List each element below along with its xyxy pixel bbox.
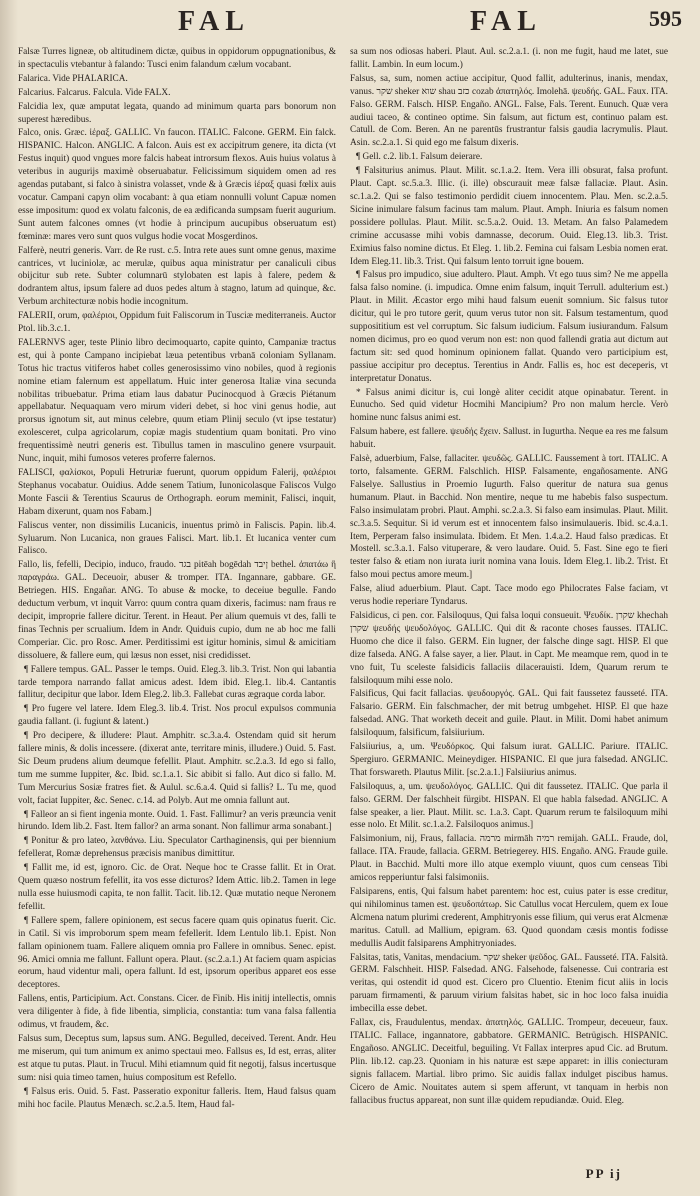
dictionary-entry: FALERII, orum, φαλέριοι, Oppidum fuit Faliscorum in Tusciæ mediterraneis. Auctor Ptol. lib.3.c.1. xyxy=(18,311,336,335)
dictionary-entry: ¶ Falsus pro impudico, siue adultero. Plaut. Amph. Vt ego tuus sim? Ne me appella falsa falso nomine. (i. impudica. Omne enim falsum, inquit Terrull. adulterium est.) Plaut. in Milit. Æcastor ergo mihi haud falsum euenit somnium. Sic falsus tutor dicitur, qui le pro tutore gerit, quum verus tutor non sit. Falsum testamentum, quod supposititium est vel corruptum. Sic falsum iudicium. Falsum iusiurandum. Falsum nomen dicimus, pro eo quod verum non est: non quod fallendi gratia aut dictum aut factum sit: sed quod hominum opinionem fallat. Quando vero participium est, passiue accipitur pro deceptus. Terentius in Andr. Fallis es, hoc est deceperis, vt interpretatur Donatus. xyxy=(350,270,668,384)
dictionary-entry: Falsiloquus, a, um. ψευδολόγος. GALLIC. Qui dit faussetez. ITALIC. Que parla il falso. GERM. Der falschheit fürgibt. HISPAN. El que habla falsedad. ANGLIC. A false speaker, a lier. Plaut. Milit. sc. 1.a.3. Capt. Quarum rerum te falsiloquum mihi esse nolo. Et Milit. sc.1.a.2. Falsiloquos animus.] xyxy=(350,781,668,831)
dictionary-entry: Falsiparens, entis, Qui falsum habet parentem: hoc est, cuius pater is esse creditur, qui nihilominus tamen est. ψευδοπάτωρ. Sic Catullus vocat Herculem, quem ex Ioue Alcmena natum plurimi crederent, Amphitryonis esse filium, qui verus erat Alcmenæ maritus. Catull. ad Mallium, epigram. 63. Quod quondam cæsis montis fodisse medullis Audit falsiparens Amphitryoniades. xyxy=(350,887,668,949)
dictionary-entry: Falsidicus, ci pen. cor. Falsiloquus, Qui falsa loqui consueuit. Ψευδίκ. שקרן khechah שקרן ψευδής ψευδολόγος. GALLIC. Qui dit & raconte choses fausses. ITALIC. Huomo che dice il falso. GERM. Ein lugner, der falsche dinge sagt. HISP. El que dize falseda. ANG. A false sayer, a lier. Plaut. in Capt. Me meamque rem, quod in te vno fuit, Tu sceleste falsidicis fallaciis dilacerauisti. Idem, Quarum rerum te falsiloquum mihi esse nolo. xyxy=(350,610,668,686)
signature-mark: PP ij xyxy=(585,1166,622,1181)
page-number: 595 xyxy=(649,6,682,31)
left-column xyxy=(18,46,336,1156)
dictionary-entry: Falco, onis. Græc. ἱέραξ. GALLIC. Vn faucon. ITALIC. Falcone. GERM. Ein falck. HISPANIC. Halcon. ANGLIC. A falcon. Auis est ex accipitrum genere, ita dicta (vt Festus inquit) quod vngues more falcis habeat introrsum flexos. Auis huius volatus à veteribus in augurijs maximè obseruabatur. Felicissimum siquidem omen ad res agendas putabant, si falco à sinistra volasset, vnde & à Græcis ἱέραξ quasi fœlix auis vocatur. Campani capyn olim vocabant: à qua etiam nonnulli volunt Capuæ nomen esse impositum: quod ex volatu falconis, de ea ædificanda sumpsam fuerit augurium. Sunt autem falcones omnes (vt hodie à principum aucupibus obseruatum est) fœminæ: mares vero sunt quos vulgus hodie vocat Mosgerdinos. xyxy=(18,128,336,242)
dictionary-entry: sa sum nos odiosas haberi. Plaut. Aul. sc.2.a.1. (i. non me fugit, haud me latet, sue fallit. Lambin. In eum locum.) xyxy=(350,47,668,70)
dictionary-entry: Falsè, aduerbium, False, fallaciter. ψευδῶς. GALLIC. Faussement à tort. ITALIC. A torto, falsamente. GERM. Falschlich. HISP. Falsamente, engañosamente. ANG Falselye. Sallustius in Proemio Iugurth. Falso queritur de natura sua genus humanum. Plaut. in Bacchid. Non mentire, neque tu me habebis falso suspectum. Falso insimulatam probri. Plaut. Amphi. sc.2.a.3. Si falso eam insimulas. Plaut. Milit. sc.3.a.5. Sequitur. Si id verum est et innocentem falso insimulaueris. Ibid. sc.4.a.1. Item, Perperam falso insimulata. Ibidem. Et Men. 1.4.a.2. Haud falso prædicas. Et Mostell. sc.3.a.1. Falso vituperare, & vero laudare. Ouid. 5. Fast. Sine ego te fieri tester falso & etiam non iurata iurit nomina vana Iouis. Idem Eleg.1. lib.2. Trist. Et falso moui pectus amore meum.] xyxy=(350,454,668,581)
dictionary-entry: ¶ Falleor an si fient ingenia monte. Ouid. 1. Fast. Fallimur? an veris præuncia venit hirundo. Idem lib.2. Fast. Item fallor? an arma sonant. Non fallimur arma sonabant.] xyxy=(18,809,336,833)
dictionary-entry: False, aliud aduerbium. Plaut. Capt. Tace modo ego Philocrates False faciam, vt verus hodie reperiare Tyndarus. xyxy=(350,584,668,608)
dictionary-entry: Falsus, sa, sum, nomen actiue accipitur, Quod fallit, adulterinus, inanis, mendax, vanus. שקר sheker שוא shau כזב cozab ἀπατηλός. Imolehā. ψευδής. GAL. Faux. ITA. Falso. GERM. Falsch. HISP. Engaño. ANGL. False, Fals. Terent. Eunuch. Quæ vera audiui taceo, & contineo optime. Sin falsum, aut fictum est, continuo palam est. Catull. de Com. Beren. An ne parentūs frustrantur falsis gaudia lacrymulis. Plaut. Asin. sc.2.a.1. Si quid ego me falsum dixeris. xyxy=(350,73,668,149)
dictionary-entry: ¶ Pro fugere vel latere. Idem Eleg.3. lib.4. Trist. Nos procul expulsos communia gaudia fallant. (i. fugiunt & latent.) xyxy=(18,704,336,728)
dictionary-entry: Falsus sum, Deceptus sum, lapsus sum. ANG. Begulled, deceived. Terent. Andr. Heu me miserum, qui tum animum ex animo spectaui meo. Fallsus es, Id est, erras, aliter est atque tu putas. Plaut. in Trucul. Mihi etiamnum quid fit negotij, falsus incertusque sum: nisi quia timeo tamen, huius compositum est Refello. xyxy=(18,1033,336,1083)
dictionary-entry: Fallax, cis, Fraudulentus, mendax. ἀπατηλός. GALLIC. Trompeur, deceueur, faux. ITALIC. Fallace, ingannatore, gabbatore. GERMANIC. Betrügisch. HISPANIC. Engañoso. ANGLIC. Deceitful, beguiling. Vt Fallax interpres apud Cic. ad Brutum. Plin. lib.12. cap.23. Quoniam in his naturæ est sæpe apparet: in illis coniecturam signis fallacem. Martial. libro primo. Sic auidis fallax indulget piscibus hamus. Cicero de Amic. Nouitates autem si spem afferunt, vt tanquam in herbis non fallacibus fructus appareat, non sunt illæ quidem repudiandæ. Ouid. Eleg. xyxy=(350,1018,668,1106)
dictionary-entry: Falarica. Vide PHALARICA. xyxy=(18,73,128,84)
right-column xyxy=(350,46,668,1156)
dictionary-entry: * Falsus animi dicitur is, cui longè aliter cecidit atque opinabatur. Terent. in Eunucho. Sed quid videtur Hocmihi Mancipium? Pro non malum hercle. Verò homine nunc falsus animi est. xyxy=(350,387,668,424)
dictionary-entry: Falsiiurius, a, um. Ψευδόρκος. Qui falsum iurat. GALLIC. Pariure. ITALIC. Spergiuro. GERMANIC. Meineydiger. HISPANIC. El que jura falsedad. ANGLIC. That forswareth. Plautus Milit. [sc.2.a.1.] Falsiiurius animus. xyxy=(350,742,668,778)
dictionary-entry: FALISCI, φαλίσκοι, Populi Hetruriæ fuerunt, quorum oppidum Falerij, φαλέριοι Stephanus vocabatur. Ouidius. Adde senem Tatium, Iunonicolasque Faliscos Vulgo Monte Fascii & Terentius Scaurus de Orthograph. eorum meminit, Falisci, inquit, Habam dixerunt, quam nos Fabam.] xyxy=(18,468,336,517)
dictionary-entry: Falcidia lex, quæ amputat legata, quando ad minimum quarta pars bonorum non superest hæredibus. xyxy=(18,101,336,125)
dictionary-entry: Fallo, lis, fefelli, Decipio, induco, fraudo. בגד pitēah bogēdah ןיבד bethel. ἀπατάω ἢ παραγράω. GAL. Deceuoir, abuser & tromper. ITA. Ingannare, gabbare. GE. Betriegen. HIS. Engañar. ANG. To abuse & mocke, to deceiue begulle. Fando deductum verbum, vt inquit Varro: quum contra quam dixeris, facimus: nam fraus re decipit, improprie fallere dicitur. Terent. in Heaut. Per alium quemuis vt des, falli te finas Technis per scrualium. Idem in Andr. Quiduis cupio, dum ne ab hoc me falli Comperiar. Cic. pro Rosc. Amer. Perditissimi est igitur hominis, simul & amicitiam dissoluere, & fallere eum, qui læsus non esset, nisi credidisset. xyxy=(18,560,336,661)
dictionary-entry: ¶ Fallere spem, fallere opinionem, est secus facere quam quis opinatus fuerit. Cic. in Catil. Si vis improborum spem meam fefellerit. Idem Lentulo lib.1. Epist. Non fallam opinionem tuam. Fallere aliquem omnia pro Fallere in omnibus. Senec. epist. 96. Amici omnia me fallunt. Fallunt opera. Plaut. (sc.2.a.1.) At faciem quam aspicias eorum, haud videntur mali, opera fallunt. Id est, ipsorum operibus apparet eos esse deceptores. xyxy=(18,915,336,991)
dictionary-entry: ¶ Fallere tempus. GAL. Passer le temps. Ouid. Eleg.3. lib.3. Trist. Non qui labantia tarde tempora narrando fallat amicus adest. Idem ibid. Eleg.1. lib.4. Cantantis fallitur, decipitur que labor. Idem Eleg.2. lib.3. Fallebat curas ægraque corda labor. xyxy=(18,664,336,701)
dictionary-entry: ¶ Falsus eris. Ouid. 5. Fast. Passeratio exponitur falleris. Item, Haud falsus quam mihi hoc facile. Plautus Menæch. sc.2.a.5. Item, Haud fal- xyxy=(18,1086,336,1110)
dictionary-entry: Falsificus, Qui facit fallacias. ψευδουργός. GAL. Qui fait faussetez fausseté. ITA. Falsario. GERM. Ein falschmacher, der mit betrug umbgehet. HISP. El que haze falsedad. ANG. That worketh deceit and guile. Plaut. in Milit. Domi habet animum falsiloquum, falsificum, falsiiurium. xyxy=(350,689,668,739)
dictionary-entry: ¶ Falsiturius animus. Plaut. Milit. sc.1.a.2. Item. Vera illi obsurat, falsa profunt. Plaut. Capt. sc.5.a.3. Illic. (i. ille) obscurauit meæ falsæ fallaciæ. Plaut. Asin. sc.1.a.2. Qui se falso testimonio perdidit ciuem innocentem. Plau. Men. sc.2.a.5. Sicine inimulare falsum facinus tam malum. Plaut. Amph. Iniuria es falsum nomen possidere pollulas. Plaut. Milit. sc.5.a.2. Ouid. 13. Metam. An falso Palamedem crimine accusasse mihi vobis damnasse, decorum. Ouid. Eleg.13. lib.3. Trist. Eximius falso nomine dictus. Et Eleg. 1. lib.2. Femina cui falsam Lesbia nomen erat. Idem Eleg.11. lib.3. Trist. Qui falsum lento torruit igne bouem. xyxy=(350,166,668,267)
dictionary-entry: Fallens, entis, Participium. Act. Constans. Cicer. de Finib. His initij intellectis, omnis vera diligenter à fide, à fide libentia, simplicia, constantia: tum vana falsa fallentia odimus, vt fraudem, &c. xyxy=(18,994,336,1031)
gutter-shadow xyxy=(0,0,18,1196)
dictionary-entry: FALERNVS ager, teste Plinio libro decimoquarto, capite quinto, Campaniæ tractus est, qui à ponte Campano incipiebat læua petentibus vrbanā coloniam Syllanam. Totus hic tractus vitiferos habet colles generosissimo vino nobiles, quod à regionis nomine etiam falernum est appellatum. Huic inter generosa Italiæ vina secunda nobilitas tribuebatur. Prima etiam laus dabatur Pucinocquod à Græcis Piétanum appellabatur. Nequaquam vero mirum videri debet, si hoc vini genus hodie, aut prorsus ignotum sit, aut minus celebre, quum etiam Plinij seculo (vt ipse testatur) exolesceret, culpa agricolarum, copiæ magis studentium quam bonitati. Pro vino frequentissimè neutri generis est. Tibullus tamen in masculino genere vsurpauit. Nunc, inquit, mihi fumosos veteres proferre falernos. xyxy=(18,337,336,465)
dictionary-entry: Faliscus venter, non dissimilis Lucanicis, inuentus primò in Faliscis. Papin. lib.4. Syluarum. Non Lucanica, non graues Falisci. Mart. lib.1. Et lucanica venter cum Falisco. xyxy=(18,520,336,557)
dictionary-entry: ¶ Fallit me, id est, ignoro. Cic. de Orat. Neque hoc te Crasse fallit. Et in Orat. Quem quæso nostrum fefellit, ita vos esse dicturos? Idem Attic. lib.2. Tamen in lege nulla esse huiusmodi capita, te non fallit. Tacit. lib.12. Quæ mutatio neque Neronem fefellit. xyxy=(18,863,336,912)
dictionary-entry: Falferè, neutri generis. Varr. de Re rust. c.5. Intra rete aues sunt omne genus, maxime cantrices, vt luciniolæ, ac merulæ, quibus aqua ministratur per canaliculi cibus obijcitur sub rete. Subter columnarū stylobaten est lapis à falere, pedem & dodrantem altus, ipsum falere ad duos pedes altum à stagno, latum ad quinque, &c. Verbum architecturæ nobis hodie incognitum. xyxy=(18,245,336,308)
dictionary-entry: ¶ Gell. c.2. lib.1. Falsum deierare. xyxy=(356,152,483,163)
dictionary-entry: Falcarius. Falcarus. Falcula. Vide FALX. xyxy=(18,87,171,98)
dictionary-entry: Falsæ Turres ligneæ, ob altitudinem dictæ, quibus in oppidorum oppugnationibus, & in spectaculis vtebantur à falando: Tusci enim falandum cælum vocabant. xyxy=(18,47,336,70)
dictionary-entry: ¶ Ponitur & pro lateo, λανθάνω. Liu. Speculator Carthaginensis, qui per biennium fefellerat, Romæ deprehensus præcisis manibus dimittitur. xyxy=(18,836,336,860)
dictionary-entry: Falsimonium, nij, Fraus, fallacia. מרמה mirmāh רמיה remijah. GALL. Fraude, dol, fallace. ITA. Fraude, fallacia. GERM. Betriegerey. HIS. Engaño. ANG. Fraude guile. Plaut. in Bacchid. Multi more illo atque exemplo viuunt, quos cum censeas Tibi amicos repperiuntur falsi falsimoniis. xyxy=(350,834,668,884)
dictionary-entry: Falsitas, tatis, Vanitas, mendacium. שקר sheker ψεῦδος. GAL. Fausseté. ITA. Falsità. GERM. Falschheit. HISP. Falsedad. ANG. Falsehode, falsenesse. Cui contraria est veritas, qui ostendit id quod est. Cicero pro Cluentio. Etenim ficut aliis in locis paruam firmamenti, & paruum virium falsitas habet, sic in hoc loco falsa inuidia imbecilla esse debet. xyxy=(350,952,668,1015)
dictionary-entry: ¶ Pro decipere, & illudere: Plaut. Amphitr. sc.3.a.4. Ostendam quid sit herum fallere minis, & dolis incessere. (dixerat ante, territare minis, illudere.) Ouid. 5. Fast. Sic Deum prudens alium deumque fefellit. Plaut. Amphitr. sc.2.a.3. Id ego si fallo, tum me summe Iuppiter, &c. Ibid. sc.1.a.1. Sic abibit si fallo. Aut dico si fallo. M. Tum Mercurius Sosiæ fratres fiet. & Aulul. sc.6.a.4. Quid si fallis? L. Tu me, quod volt, faciat Iuppiter, &c. Senec. c.14. ad Polyb. Aut me omnia fallunt aut. xyxy=(18,731,336,806)
dictionary-entry: Falsum habere, est fallere. ψευδής ἔχειν. Sallust. in Iugurtha. Neque ea res me falsum habuit. xyxy=(350,427,668,451)
running-head-right: FAL xyxy=(470,6,542,37)
running-head-left: FAL xyxy=(178,6,250,37)
